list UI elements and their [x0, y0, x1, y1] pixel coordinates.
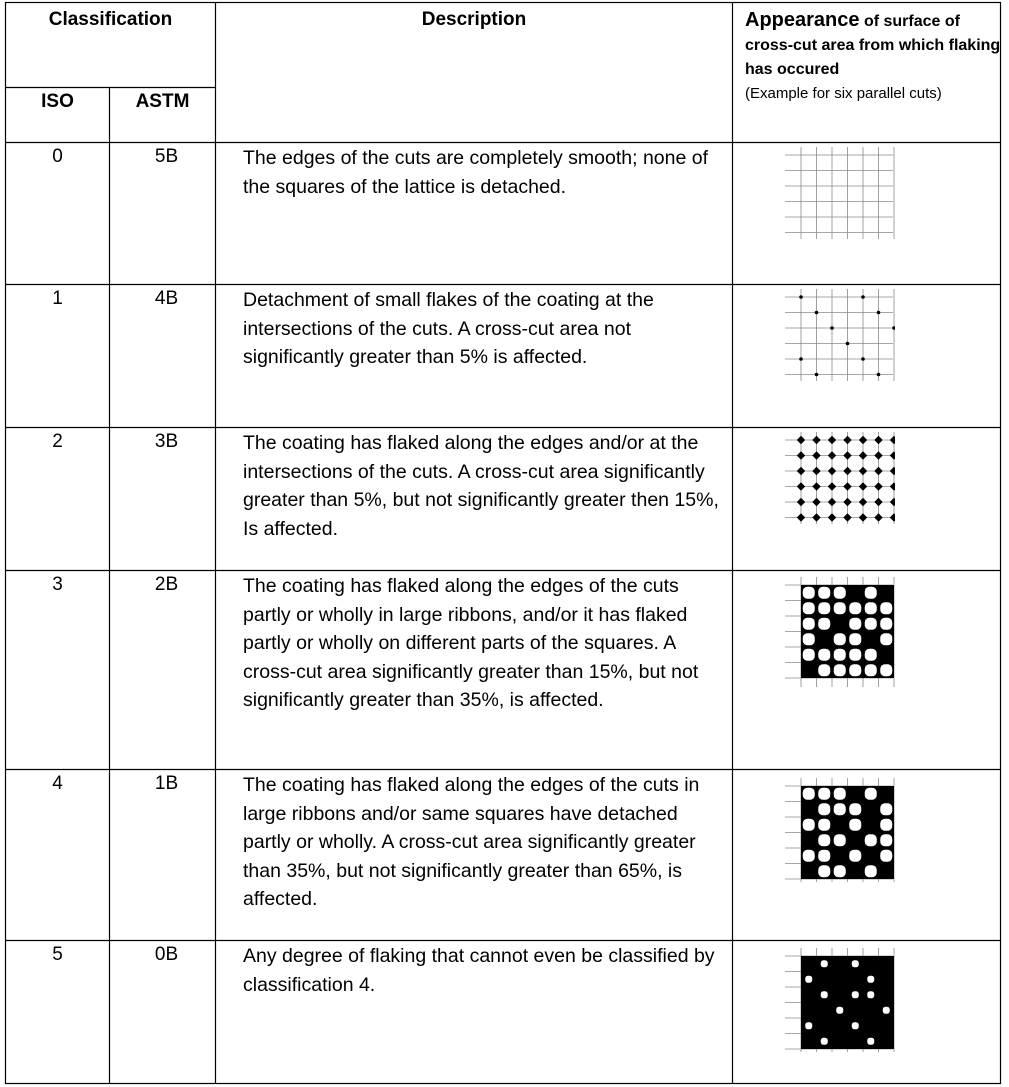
cross-cut-grid-total-flaking-icon	[783, 946, 895, 1054]
row-iso: 5	[52, 944, 63, 965]
header-iso: ISO	[41, 91, 74, 112]
header-appearance-rest: of surface of cross-cut area from which flaking has occured	[745, 13, 1001, 78]
row-astm: 0B	[154, 944, 179, 965]
row-astm: 2B	[154, 574, 179, 595]
row-iso: 4	[52, 773, 63, 794]
cross-cut-grid-edge-flaking-icon	[783, 430, 895, 526]
header-astm: ASTM	[135, 91, 190, 112]
row-description: The coating has flaked along the edges of the cuts in large ribbons and/or same squares have detached partly or wholly. A cross-cut area significantly greater than 35%, but not significantly greater than 65%, is affected.	[243, 774, 700, 910]
header-appearance-lead: Appearance	[745, 9, 860, 31]
header-classification: Classification	[48, 9, 173, 30]
cross-cut-grid-small-flakes-icon	[783, 287, 895, 383]
header-description: Description	[421, 9, 527, 30]
header-appearance	[745, 8, 1007, 82]
row-description: Any degree of flaking that cannot even be classified by classification 4.	[243, 945, 715, 996]
row-astm: 1B	[154, 773, 179, 794]
row-iso: 2	[52, 431, 63, 452]
header-appearance-note: (Example for six parallel cuts)	[745, 85, 942, 102]
row-iso: 3	[52, 574, 63, 595]
cross-cut-grid-no-flaking-icon	[783, 145, 895, 241]
row-description: Detachment of small flakes of the coating at the intersections of the cuts. A cross-cut area not significantly greater than 5% is affected.	[243, 289, 654, 368]
row-astm: 3B	[154, 431, 179, 452]
row-iso: 1	[52, 288, 63, 309]
row-astm: 5B	[154, 146, 179, 167]
row-description: The edges of the cuts are completely smooth; none of the squares of the lattice is detached.	[243, 147, 709, 198]
cross-cut-grid-heavy-flaking-icon	[783, 776, 895, 884]
row-description: The coating has flaked along the edges of the cuts partly or wholly in large ribbons, and/or it has flaked partly or wholly on different parts of the squares. A cross-cut area significantly greater than 15%, but not significantly greater than 35%, is affected.	[243, 575, 699, 711]
cross-cut-grid-ribbon-flaking-icon	[783, 575, 895, 689]
row-astm: 4B	[154, 288, 179, 309]
row-iso: 0	[52, 146, 63, 167]
row-description: The coating has flaked along the edges and/or at the intersections of the cuts. A cross-cut area significantly greater than 5%, but not significantly greater then 15%, Is affected.	[243, 432, 719, 540]
